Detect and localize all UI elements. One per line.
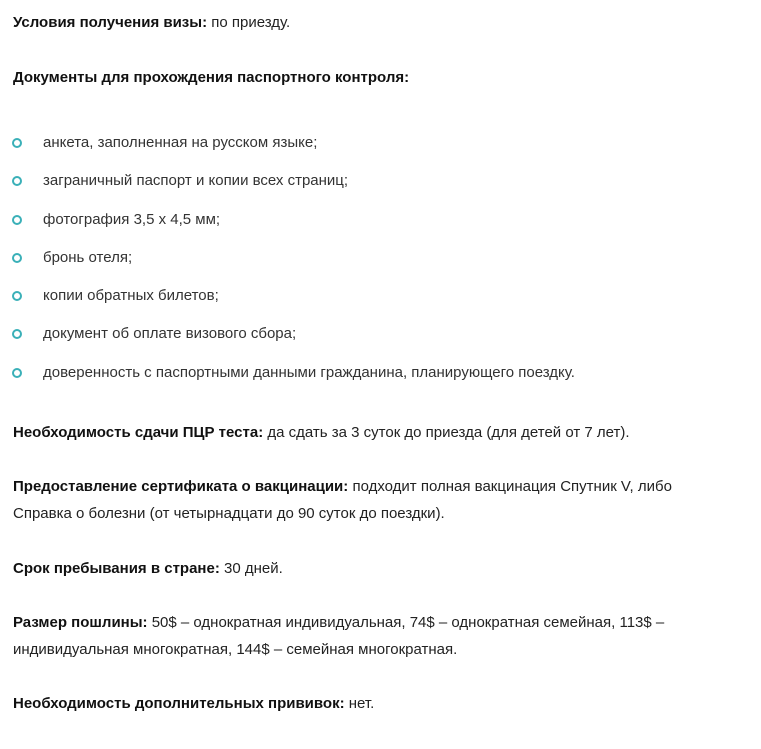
visa-conditions-value: по приезду. (207, 14, 291, 31)
extra-vaccinations-value: нет. (344, 695, 375, 712)
extra-vaccinations-paragraph (13, 690, 733, 717)
list-item-text: документ об оплате визового сбора; (43, 325, 297, 343)
pcr-test-label: Необходимость сдачи ПЦР теста: (13, 424, 264, 441)
extra-vaccinations-label: Необходимость дополнительных прививок: (13, 695, 345, 712)
circle-bullet-icon (12, 291, 22, 301)
list-item (0, 130, 761, 168)
list-item-text: доверенность с паспортными данными гражданина, планирующего поездку. (43, 363, 575, 381)
stay-period-value: 30 дней. (219, 560, 283, 577)
circle-bullet-icon (12, 329, 22, 339)
fee-paragraph (13, 609, 733, 663)
list-item (0, 321, 761, 359)
circle-bullet-icon (12, 138, 22, 148)
fee-label: Размер пошлины: (13, 614, 148, 631)
circle-bullet-icon (12, 176, 22, 186)
list-item (0, 245, 761, 283)
list-item (0, 207, 761, 245)
documents-heading-paragraph (13, 64, 733, 91)
list-item-text: фотография 3,5 х 4,5 мм; (43, 210, 221, 228)
pcr-test-paragraph (13, 419, 733, 446)
vaccination-label: Предоставление сертификата о вакцинации: (13, 478, 349, 495)
fee-value: 50$ – однократная индивидуальная, 74$ – однократная семейная, 113$ – индивидуальная многократная, 144$ – семейная многократная. (13, 614, 665, 658)
list-item (0, 283, 761, 321)
list-item-text: анкета, заполненная на русском языке; (43, 134, 318, 151)
pcr-test-value: да сдать за 3 суток до приезда (для детей от 7 лет). (263, 424, 630, 441)
list-item (0, 168, 761, 206)
list-item-text: заграничный паспорт и копии всех страниц; (43, 172, 349, 190)
list-item-text: копии обратных билетов; (43, 287, 219, 305)
list-item (0, 360, 761, 398)
visa-conditions-paragraph (13, 9, 733, 36)
documents-heading: Документы для прохождения паспортного контроля: (13, 69, 410, 86)
stay-period-paragraph (13, 555, 733, 582)
circle-bullet-icon (12, 215, 22, 225)
circle-bullet-icon (12, 368, 22, 378)
circle-bullet-icon (12, 253, 22, 263)
stay-period-label: Срок пребывания в стране: (13, 560, 220, 577)
documents-list (0, 130, 761, 398)
vaccination-paragraph (13, 473, 733, 527)
list-item-text: бронь отеля; (43, 248, 133, 266)
visa-conditions-label: Условия получения визы: (13, 14, 208, 31)
vaccination-value: подходит полная вакцинация Спутник V, либо Справка о болезни (от четырнадцати до 90 суток до поездки). (13, 478, 672, 522)
